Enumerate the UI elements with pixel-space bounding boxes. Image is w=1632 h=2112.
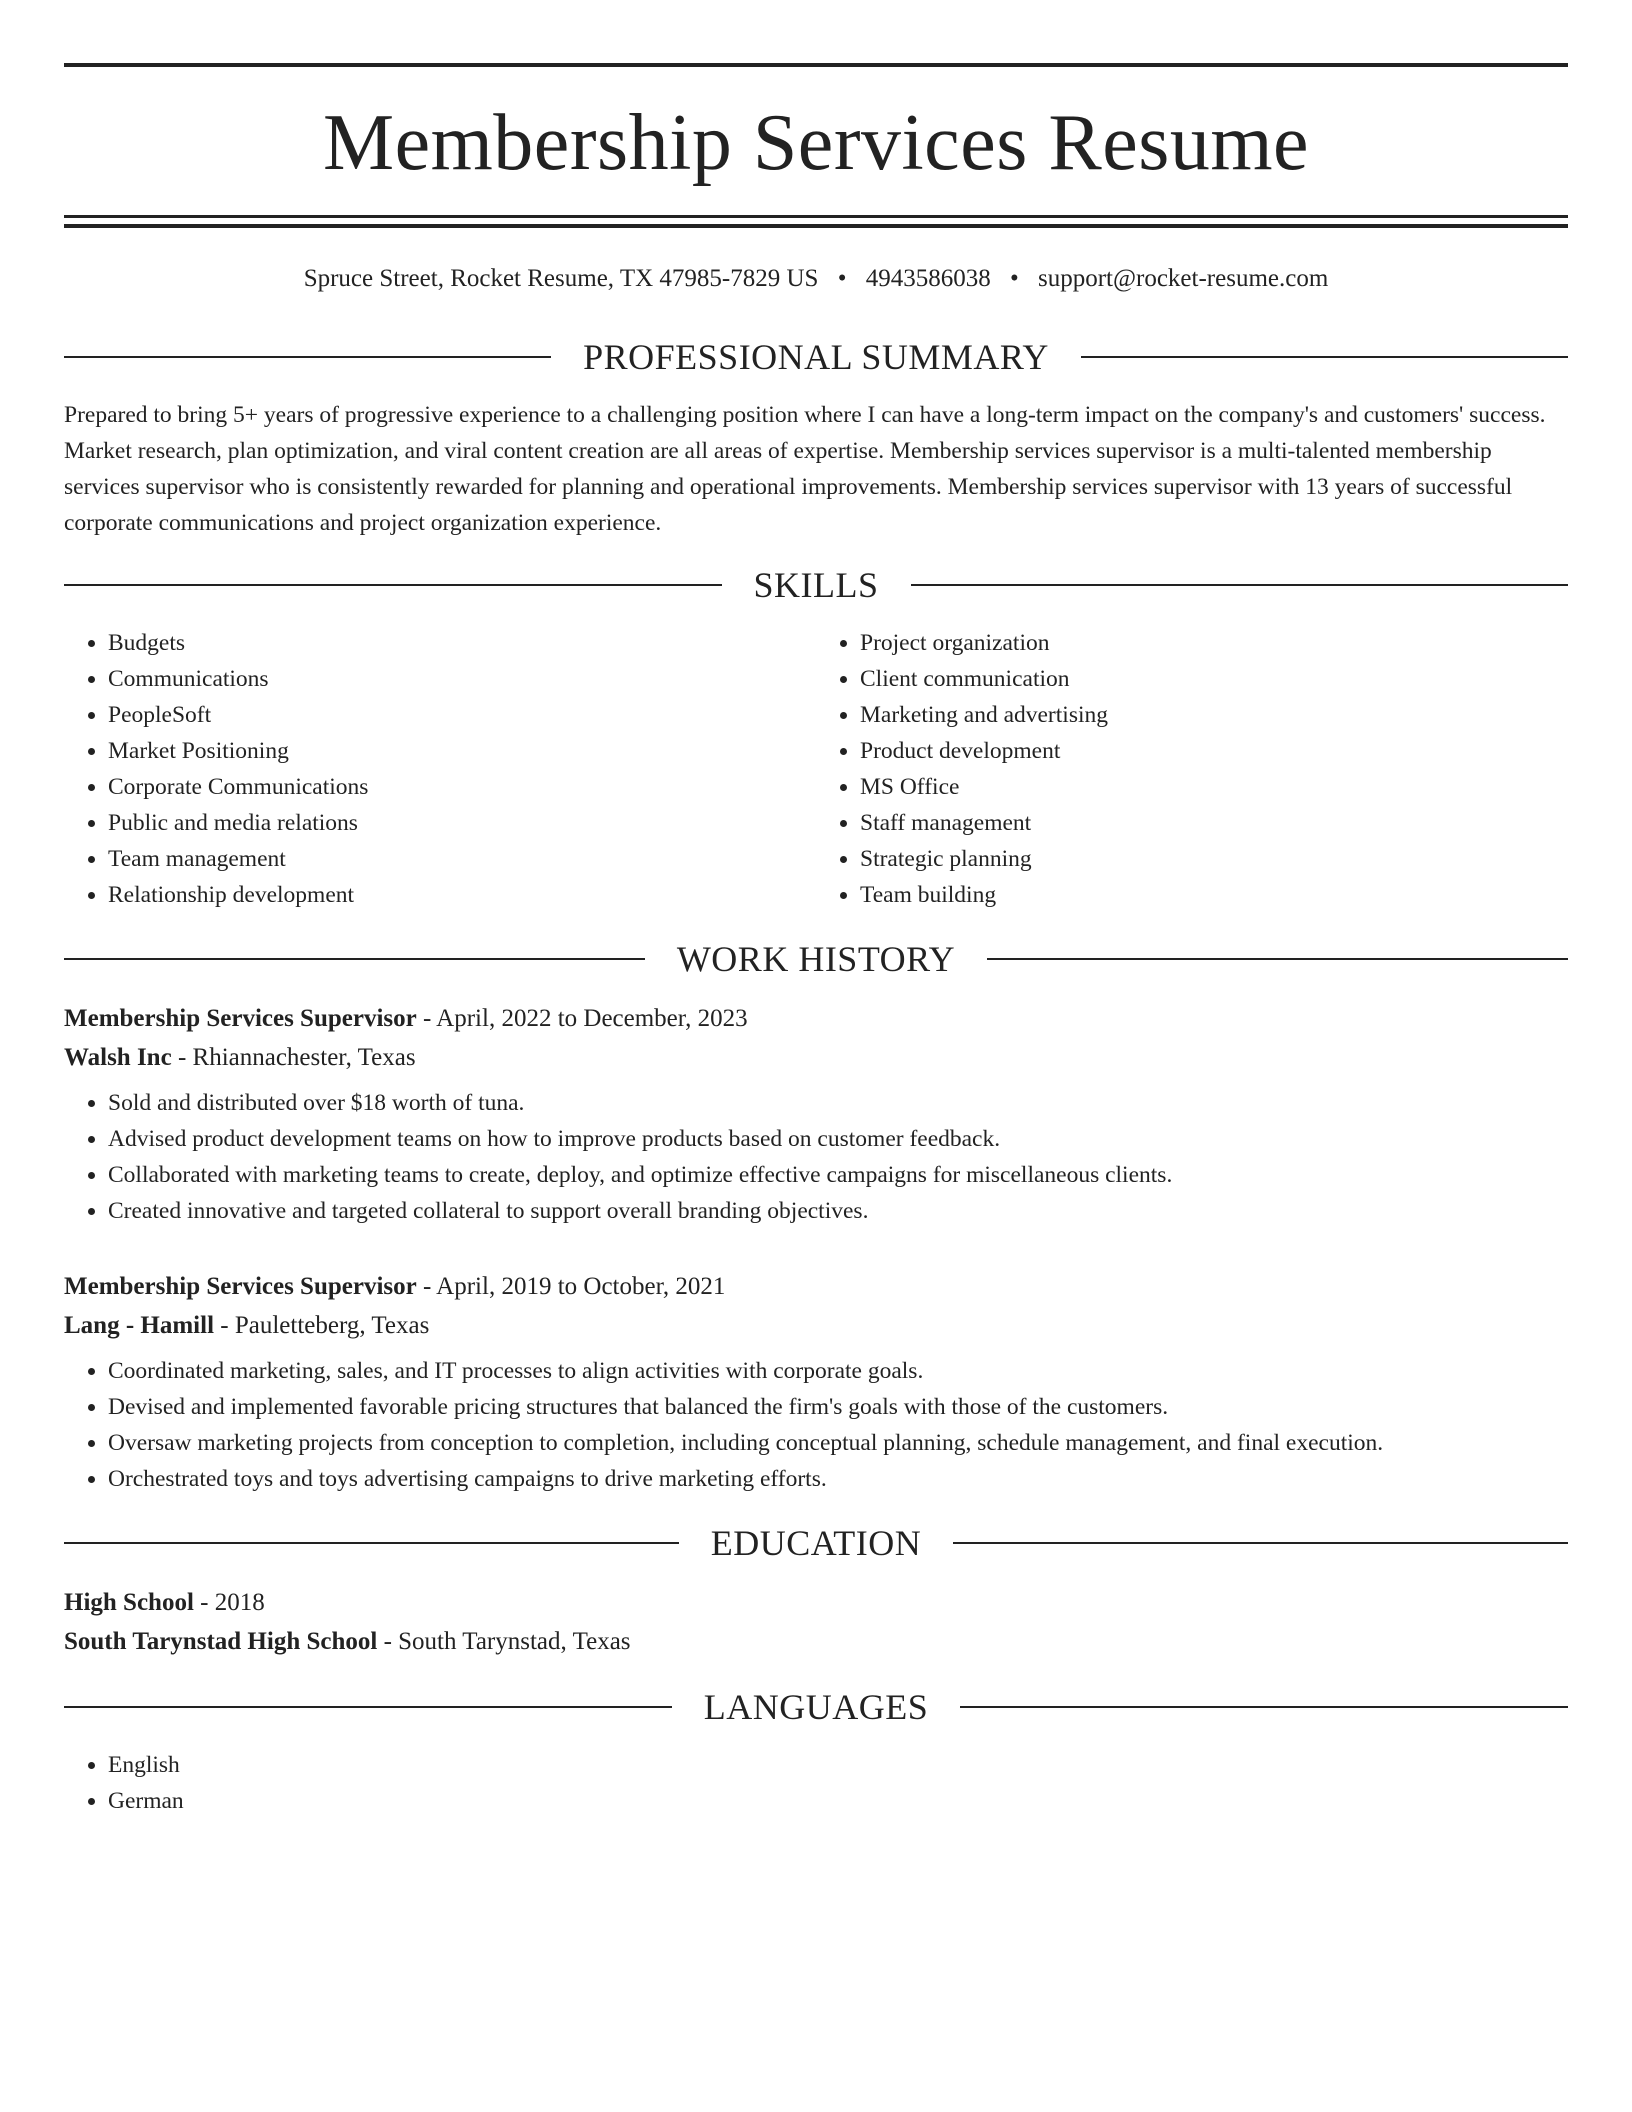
skill-item: • Staff management — [860, 805, 1568, 841]
skill-item: • Client communication — [860, 661, 1568, 697]
skill-item: • Project organization — [860, 625, 1568, 661]
top-rule — [64, 63, 1568, 67]
skill-item: • Public and media relations — [108, 805, 816, 841]
skill-item: • Corporate Communications — [108, 769, 816, 805]
job-entry — [64, 1267, 1568, 1497]
title-double-rule — [64, 215, 1568, 228]
skill-item: • Communications — [108, 661, 816, 697]
job-entry — [64, 999, 1568, 1229]
job-location: - Pauletteberg, Texas — [214, 1312, 430, 1339]
section-header-summary — [64, 339, 1568, 375]
job-company: Walsh Inc — [64, 1044, 172, 1071]
skill-item: • PeopleSoft — [108, 697, 816, 733]
job-bullet: • Oversaw marketing projects from conception to completion, including conceptual planning, schedule management, and final execution. — [108, 1425, 1568, 1461]
job-title-line — [64, 999, 1568, 1038]
job-company: Lang - Hamill — [64, 1312, 215, 1339]
section-header-education — [64, 1525, 1568, 1561]
education-year: - 2018 — [193, 1589, 265, 1616]
contact-address: Spruce Street, Rocket Resume, TX 47985-7829 US — [303, 265, 819, 292]
section-header-work — [64, 941, 1568, 977]
contact-phone: 4943586038 — [865, 265, 991, 292]
languages-list — [64, 1747, 1568, 1819]
section-rule — [64, 584, 722, 586]
section-title: PROFESSIONAL SUMMARY — [583, 337, 1049, 377]
section-rule — [64, 356, 551, 358]
section-title: SKILLS — [753, 565, 879, 605]
skills-grid — [64, 625, 1568, 913]
education-location: - South Tarynstad, Texas — [377, 1628, 631, 1655]
section-rule — [953, 1542, 1568, 1544]
language-item: • German — [108, 1783, 1568, 1819]
education-degree-line — [64, 1583, 1568, 1622]
contact-separator: • — [1009, 265, 1019, 292]
section-header-skills — [64, 567, 1568, 603]
skill-item: • Team management — [108, 841, 816, 877]
skill-item: • Marketing and advertising — [860, 697, 1568, 733]
resume-title: Membership Services Resume — [322, 99, 1310, 187]
skill-item: • Relationship development — [108, 877, 816, 913]
job-bullet: • Coordinated marketing, sales, and IT processes to align activities with corporate goals. — [108, 1353, 1568, 1389]
job-bullet: • Devised and implemented favorable pricing structures that balanced the firm's goals with those of the customers. — [108, 1389, 1568, 1425]
job-title: Membership Services Supervisor — [64, 1273, 417, 1300]
contact-separator: • — [837, 265, 847, 292]
section-title: WORK HISTORY — [676, 939, 956, 979]
language-item: • English — [108, 1747, 1568, 1783]
skills-list-right — [816, 625, 1568, 913]
job-bullets — [64, 1353, 1568, 1497]
skill-item: • Team building — [860, 877, 1568, 913]
contact-line — [64, 264, 1568, 294]
contact-email: support@rocket-resume.com — [1037, 265, 1329, 292]
job-title: Membership Services Supervisor — [64, 1005, 417, 1032]
job-company-line — [64, 1306, 1568, 1345]
job-title-line — [64, 1267, 1568, 1306]
job-bullet: • Sold and distributed over $18 worth of tuna. — [108, 1085, 1568, 1121]
job-bullet: • Created innovative and targeted collateral to support overall branding objectives. — [108, 1193, 1568, 1229]
section-header-languages — [64, 1689, 1568, 1725]
education-degree: High School — [64, 1589, 194, 1616]
section-title: EDUCATION — [710, 1523, 922, 1563]
job-bullet: • Orchestrated toys and toys advertising campaigns to drive marketing efforts. — [108, 1461, 1568, 1497]
section-rule — [64, 1542, 679, 1544]
job-bullets — [64, 1085, 1568, 1229]
section-title: LANGUAGES — [703, 1687, 929, 1727]
skill-item: • MS Office — [860, 769, 1568, 805]
section-rule — [64, 958, 645, 960]
section-rule — [1081, 356, 1568, 358]
skill-item: • Budgets — [108, 625, 816, 661]
section-rule — [960, 1706, 1568, 1708]
job-dates: - April, 2022 to December, 2023 — [416, 1005, 748, 1032]
section-rule — [64, 1706, 672, 1708]
skill-item: • Strategic planning — [860, 841, 1568, 877]
skill-item: • Product development — [860, 733, 1568, 769]
job-location: - Rhiannachester, Texas — [171, 1044, 416, 1071]
section-rule — [911, 584, 1569, 586]
education-school-line — [64, 1622, 1568, 1661]
section-rule — [987, 958, 1568, 960]
education-school: South Tarynstad High School — [64, 1628, 378, 1655]
job-bullet: • Advised product development teams on how to improve products based on customer feedback. — [108, 1121, 1568, 1157]
skills-list-left — [64, 625, 816, 913]
job-bullet: • Collaborated with marketing teams to create, deploy, and optimize effective campaigns for miscellaneous clients. — [108, 1157, 1568, 1193]
summary-text: Prepared to bring 5+ years of progressive experience to a challenging position where I can have a long-term impact on the company's and customers' success. Market research, plan optimization, and viral content creation are all areas of expertise. Membership services supervisor is a multi-talented membership services supervisor who is consistently rewarded for planning and operational improvements. Membership services supervisor with 13 years of successful corporate communications and project organization experience. — [64, 402, 1546, 536]
job-company-line — [64, 1038, 1568, 1077]
skill-item: • Market Positioning — [108, 733, 816, 769]
job-dates: - April, 2019 to October, 2021 — [416, 1273, 726, 1300]
